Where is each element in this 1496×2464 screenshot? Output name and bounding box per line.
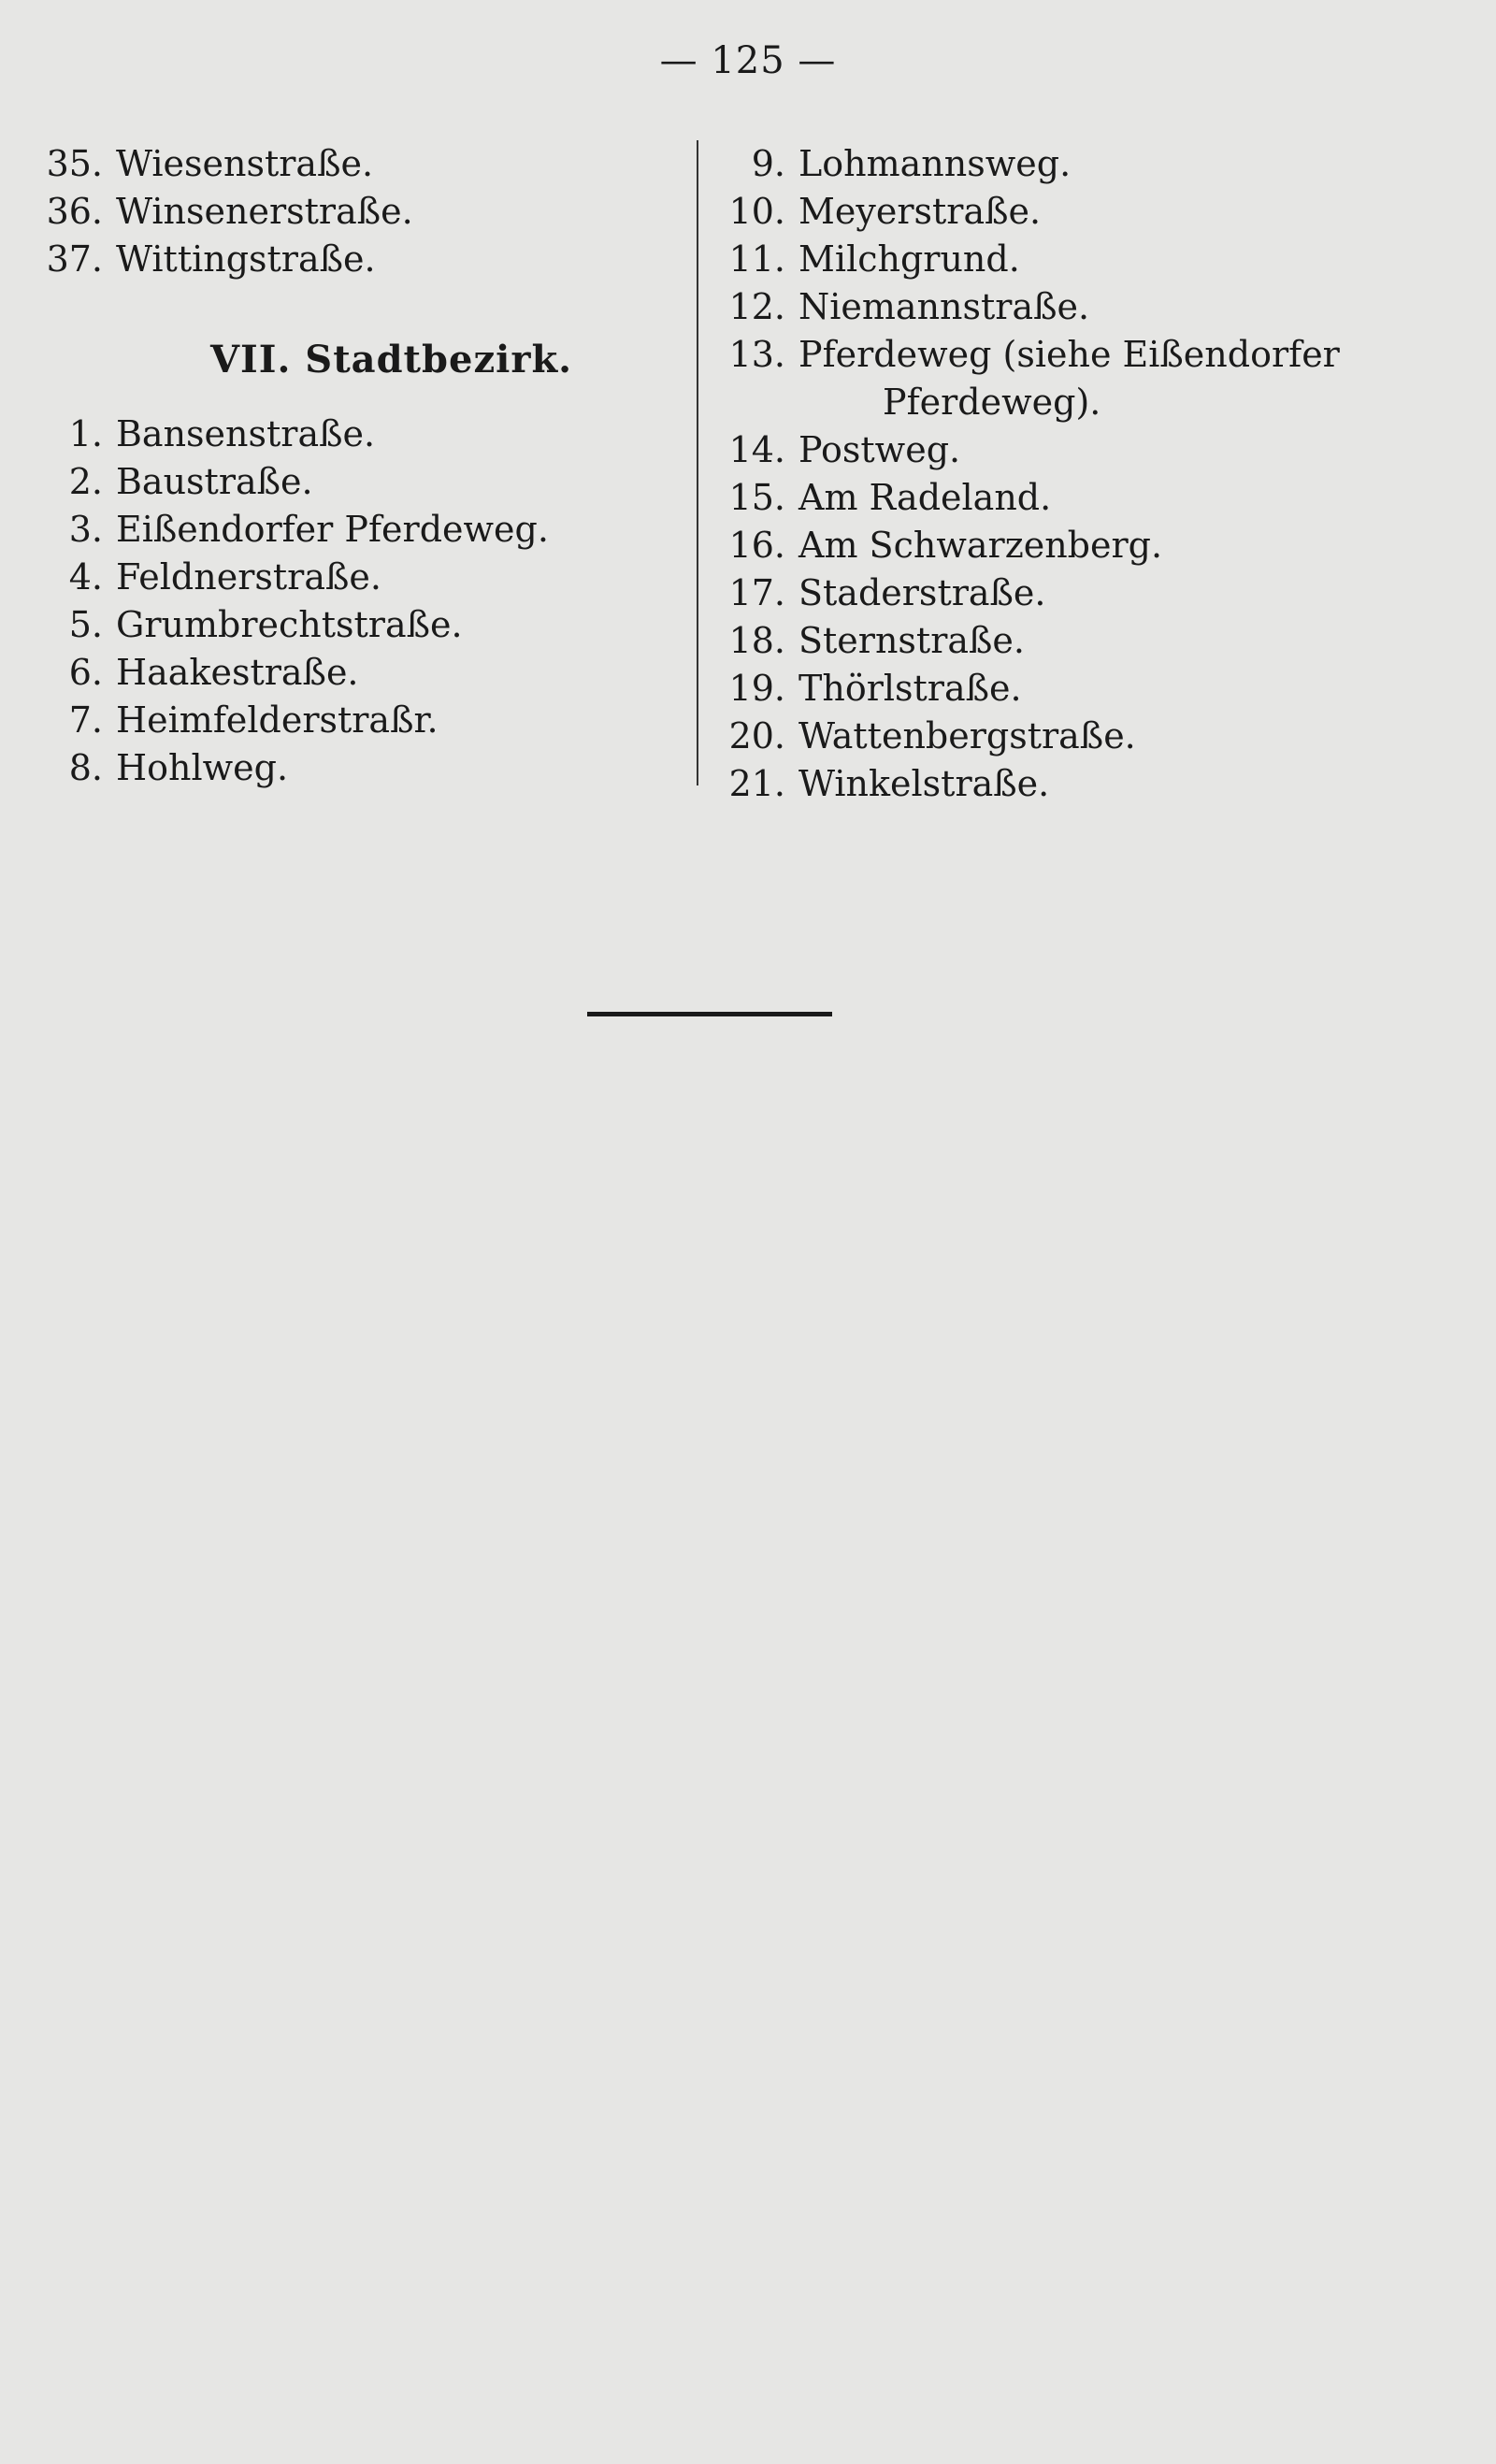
- street-name: Postweg.: [798, 429, 961, 470]
- left-list-before: [28, 140, 683, 283]
- street-name: Eißendorfer Pferdeweg.: [116, 509, 549, 550]
- list-item: [711, 426, 1477, 474]
- item-number: 3.: [68, 509, 103, 550]
- list-item: [711, 617, 1477, 665]
- list-item: [28, 236, 683, 283]
- street-name: Staderstraße.: [798, 572, 1046, 613]
- list-item: [711, 713, 1477, 760]
- street-name: Wiesenstraße.: [116, 143, 374, 184]
- item-number: 13.: [728, 334, 785, 375]
- item-number: 21.: [728, 763, 785, 804]
- street-name: [785, 331, 1340, 426]
- street-name: Niemannstraße.: [798, 286, 1090, 327]
- street-name: Grumbrechtstraße.: [116, 604, 463, 645]
- list-item: [28, 744, 683, 792]
- street-name-line1: Pferdeweg (siehe Eißendorfer: [798, 334, 1340, 375]
- street-name: Haakestraße.: [116, 652, 359, 693]
- list-item: [28, 411, 683, 458]
- list-item: [711, 760, 1477, 808]
- list-item: [711, 188, 1477, 236]
- item-number: 9.: [751, 143, 785, 184]
- left-list-after: [28, 411, 683, 792]
- list-item: [711, 665, 1477, 713]
- street-name: Sternstraße.: [798, 620, 1025, 661]
- item-number: 35.: [46, 143, 103, 184]
- item-number: 2.: [68, 461, 103, 502]
- item-number: 8.: [68, 747, 103, 788]
- street-name: Thörlstraße.: [798, 668, 1022, 709]
- item-number: 6.: [68, 652, 103, 693]
- item-number: 20.: [728, 715, 785, 756]
- list-item: [711, 140, 1477, 188]
- item-number: 15.: [728, 477, 785, 518]
- list-item: [28, 649, 683, 697]
- street-name: Feldnerstraße.: [116, 556, 381, 598]
- street-name: Winsenerstraße.: [116, 191, 413, 232]
- list-item: [711, 474, 1477, 522]
- item-number: 37.: [46, 238, 103, 280]
- street-name: Winkelstraße.: [798, 763, 1050, 804]
- street-name: Bansenstraße.: [116, 413, 376, 454]
- list-item: [28, 697, 683, 744]
- list-item: [28, 554, 683, 601]
- list-item: [28, 188, 683, 236]
- street-name: Am Schwarzenberg.: [798, 525, 1163, 566]
- item-number: 5.: [68, 604, 103, 645]
- item-number: 7.: [68, 699, 103, 741]
- item-number: 16.: [728, 525, 785, 566]
- list-item: [711, 331, 1477, 426]
- section-heading: VII. Stadtbezirk.: [210, 338, 573, 382]
- street-name: Wittingstraße.: [116, 238, 376, 280]
- list-item: [28, 506, 683, 554]
- street-name-line2: Pferdeweg).: [883, 382, 1101, 423]
- street-name: Baustraße.: [116, 461, 313, 502]
- street-name: Am Radeland.: [798, 477, 1052, 518]
- list-item: [28, 140, 683, 188]
- item-number: 12.: [728, 286, 785, 327]
- page-number: — 125 —: [659, 39, 837, 82]
- item-number: 17.: [728, 572, 785, 613]
- end-rule: [587, 1012, 832, 1016]
- street-name: Hohlweg.: [116, 747, 289, 788]
- item-number: 4.: [68, 556, 103, 598]
- column-divider: [697, 140, 698, 785]
- item-number: 36.: [46, 191, 103, 232]
- item-number: 11.: [728, 238, 785, 280]
- street-name: Meyerstraße.: [798, 191, 1042, 232]
- street-name: Wattenbergstraße.: [798, 715, 1136, 756]
- street-name: Heimfelderstraßr.: [116, 699, 439, 741]
- item-number: 19.: [728, 668, 785, 709]
- item-number: 18.: [728, 620, 785, 661]
- item-number: 10.: [728, 191, 785, 232]
- item-number: 1.: [68, 413, 103, 454]
- item-number: 14.: [728, 429, 785, 470]
- street-name: Lohmannsweg.: [798, 143, 1072, 184]
- street-name: Milchgrund.: [798, 238, 1020, 280]
- list-item: [711, 522, 1477, 569]
- list-item: [711, 236, 1477, 283]
- list-item: [711, 569, 1477, 617]
- right-column: [711, 140, 1477, 808]
- list-item: [28, 601, 683, 649]
- list-item: [711, 283, 1477, 331]
- list-item: [28, 458, 683, 506]
- left-column: [28, 140, 683, 792]
